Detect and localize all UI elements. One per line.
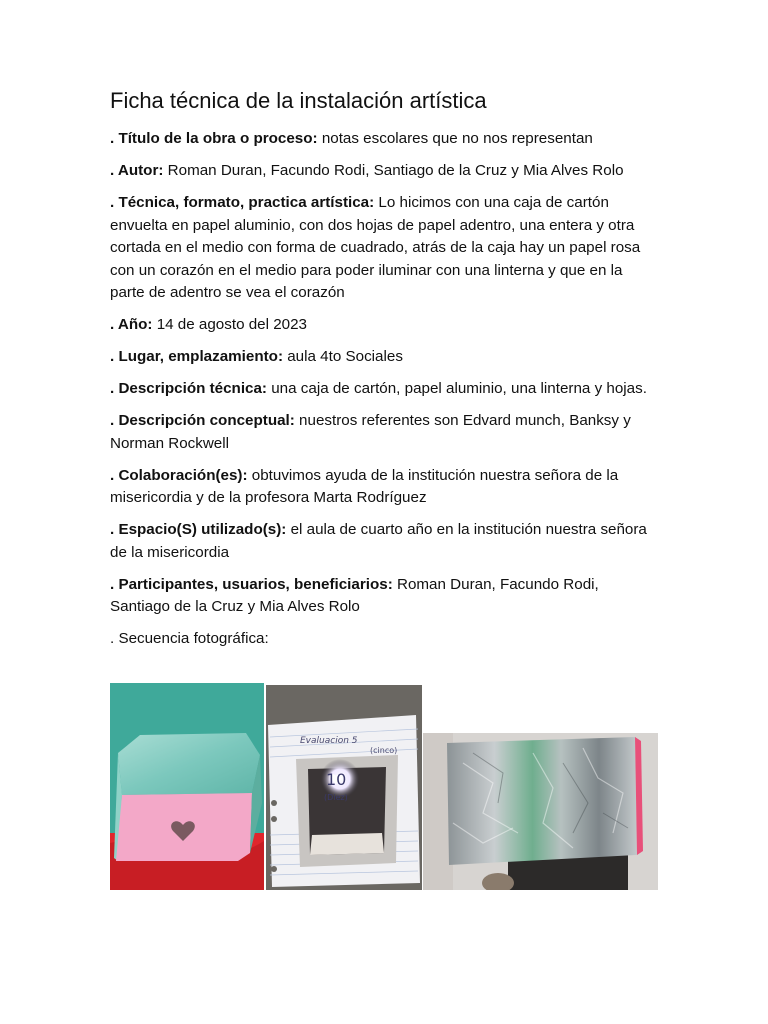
handwriting-heading: Evaluacion 5 [300,736,358,746]
field-autor [110,160,658,183]
photo-box-foil [423,733,658,890]
field-label: . Colaboración(es): [110,466,248,484]
field-tecnica [110,192,658,305]
field-descripcion-tecnica [110,378,658,401]
field-label: . Descripción técnica: [110,380,267,397]
field-value: una caja de cartón, papel aluminio, una linterna y hojas. [267,380,647,397]
document-title: Ficha técnica de la instalación artística [110,88,487,113]
field-participantes [110,574,658,619]
field-label: . Autor: [110,162,164,179]
field-value: nuestros referentes son Edvard munch, Banksy y Norman Rockwell [110,412,631,452]
field-value: aula 4to Sociales [283,348,403,365]
handwriting-note: (cinco) [370,746,398,755]
field-ano [110,314,658,337]
field-label: . Técnica, formato, practica artística: [110,194,375,211]
field-label: . Participantes, usuarios, beneficiarios: [110,575,393,593]
field-titulo [110,128,658,151]
field-descripcion-conceptual [110,410,658,455]
field-lugar [110,346,658,369]
field-espacio [110,519,658,564]
field-value: obtuvimos ayuda de la institución nuestra señora de la misericordia y de la profesora Marta Rodríguez [110,466,619,506]
field-value: 14 de agosto del 2023 [152,316,308,333]
photo-sequence-label: . Secuencia fotográfica: [110,630,269,647]
field-label: . Título de la obra o proceso: [110,130,318,147]
photo-sequence [110,683,658,890]
document-body [110,86,658,660]
field-value: Roman Duran, Facundo Rodi, Santiago de la Cruz y Mia Alves Rolo [163,162,624,179]
handwriting-sub: (Diez) [324,793,348,802]
field-colaboraciones [110,465,658,510]
handwriting-grade: 10 [326,770,347,789]
field-label: . Descripción conceptual: [110,412,295,429]
field-label: . Espacio(S) utilizado(s): [110,521,287,538]
photo-box-inside [266,685,422,890]
photo-box-front [110,683,264,890]
field-value: el aula de cuarto año en la institución nuestra señora de la misericordia [110,521,647,561]
field-label: . Año: [110,316,153,333]
field-value: notas escolares que no nos representan [317,130,593,147]
field-value: Roman Duran, Facundo Rodi, Santiago de la Cruz y Mia Alves Rolo [110,575,599,615]
field-value: Lo hicimos con una caja de cartón envuelta en papel aluminio, con dos hojas de papel adentro, una entera y otra cortada en el medio con forma de cuadrado, atrás de la caja hay un papel rosa con un corazón en el medio para poder iluminar con una linterna y que en la parte de adentro se vea el corazón [110,194,641,301]
field-label: . Lugar, emplazamiento: [110,348,284,365]
